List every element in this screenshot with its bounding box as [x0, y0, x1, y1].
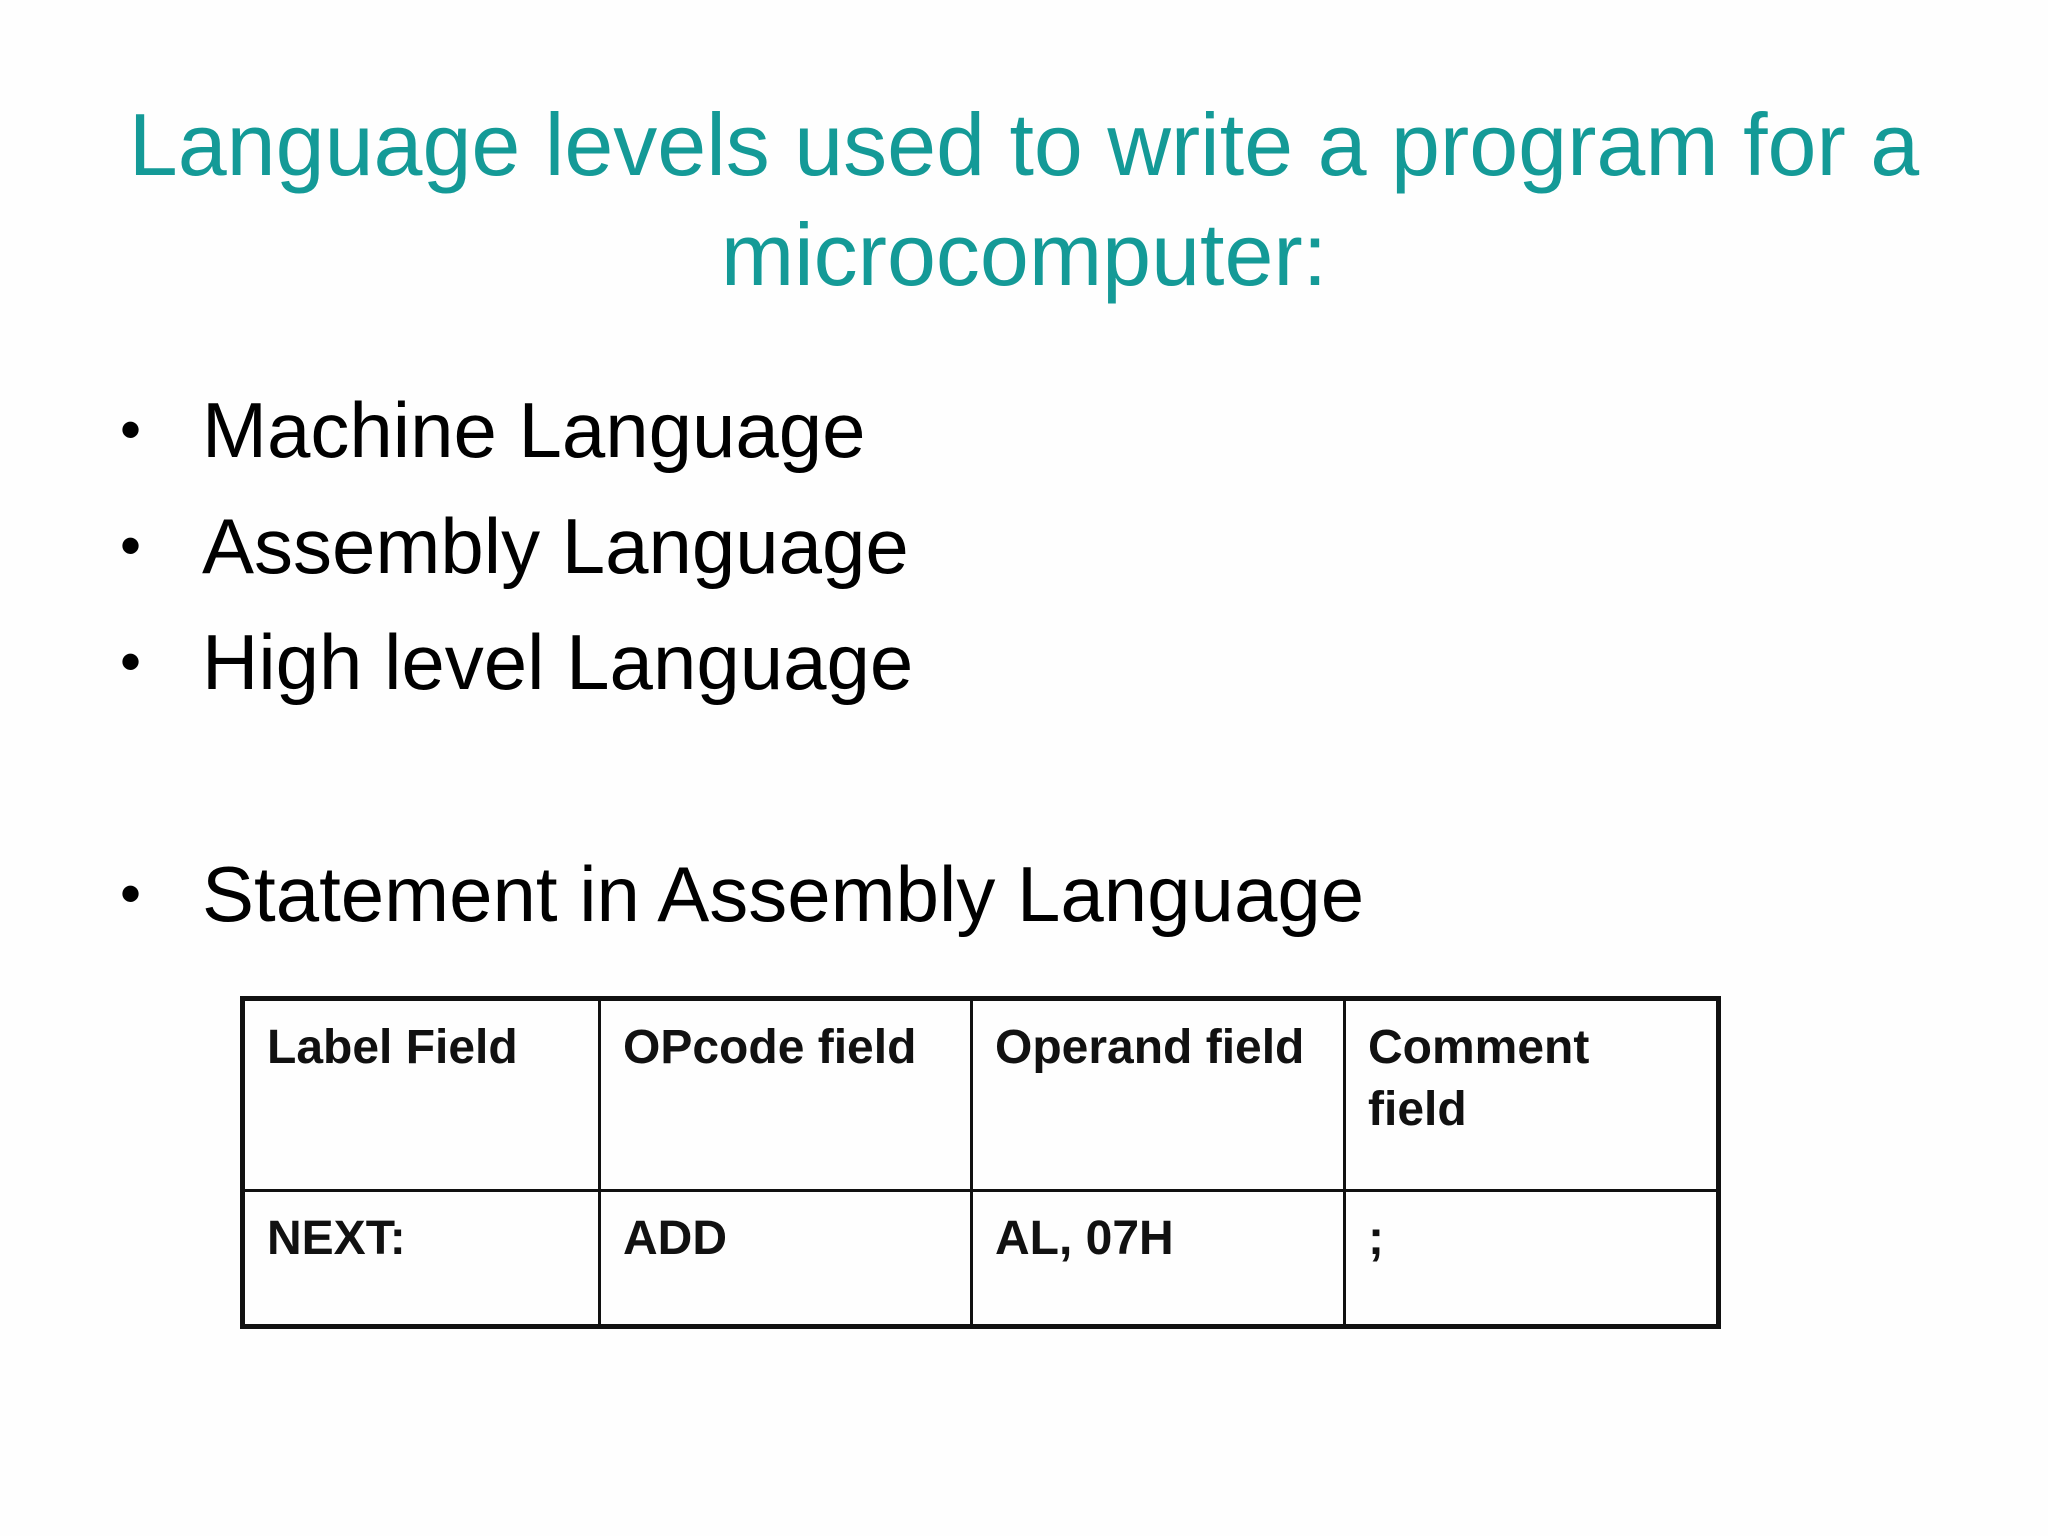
header-comment-field: Comment field	[1345, 999, 1719, 1191]
slide-title: Language levels used to write a program for a microcomputer:	[128, 95, 1920, 304]
bullet-icon: •	[120, 628, 142, 695]
bullet-spacer	[120, 720, 1364, 836]
bullet-text: Assembly Language	[202, 502, 909, 590]
bullet-list	[120, 372, 1364, 952]
bullet-item-assembly-language	[120, 488, 1364, 604]
bullet-item-high-level-language	[120, 604, 1364, 720]
bullet-icon: •	[120, 512, 142, 579]
bullet-text: High level Language	[202, 618, 914, 706]
bullet-item-machine-language	[120, 372, 1364, 488]
header-operand-field: Operand field	[972, 999, 1345, 1191]
bullet-text: Machine Language	[202, 386, 866, 474]
header-opcode-field: OPcode field	[600, 999, 972, 1191]
table-row	[243, 1191, 1719, 1327]
header-label-field: Label Field	[243, 999, 600, 1191]
cell-opcode: ADD	[600, 1191, 972, 1327]
table-header-row	[243, 999, 1719, 1191]
cell-label: NEXT:	[243, 1191, 600, 1327]
bullet-icon: •	[120, 396, 142, 463]
bullet-icon: •	[120, 860, 142, 927]
bullet-text: Statement in Assembly Language	[202, 850, 1365, 938]
cell-comment: ;	[1345, 1191, 1719, 1327]
bullet-item-statement	[120, 836, 1364, 952]
assembly-statement-table	[240, 996, 1721, 1329]
cell-operand: AL, 07H	[972, 1191, 1345, 1327]
